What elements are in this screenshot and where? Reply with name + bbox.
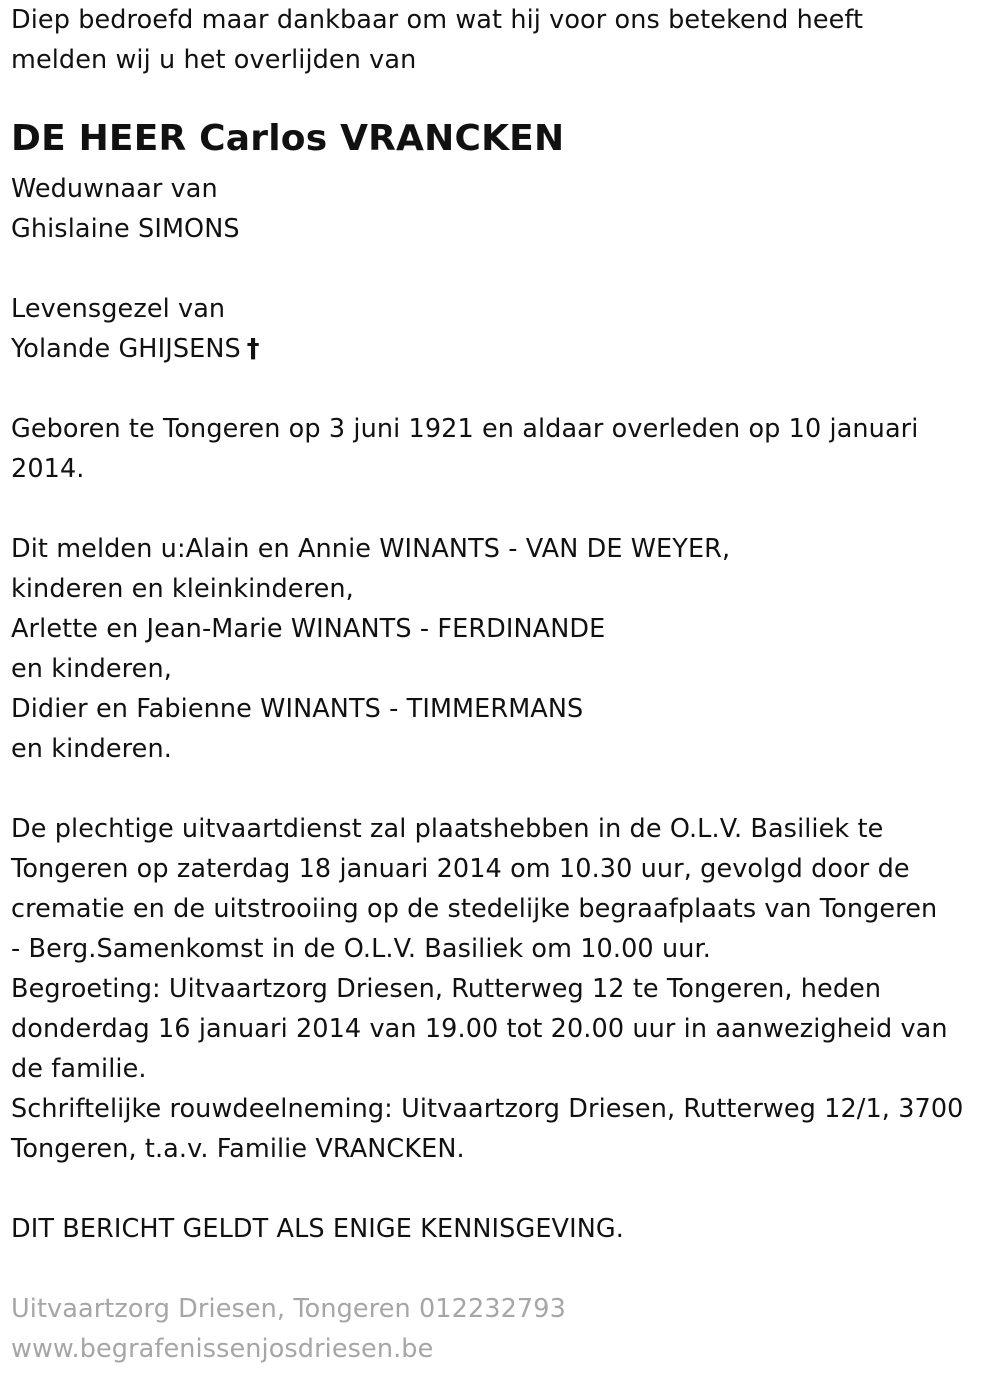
service-line: De plechtige uitvaartdienst zal plaatshebben in de O.L.V. Basiliek te	[11, 814, 884, 844]
partner-line	[11, 329, 996, 369]
service-line: Begroeting: Uitvaartzorg Driesen, Rutterweg 12 te Tongeren, heden	[11, 974, 882, 1004]
widower-label: Weduwnaar van	[11, 174, 218, 204]
spacer	[11, 769, 996, 809]
family-line: en kinderen.	[11, 734, 172, 764]
family-list	[11, 529, 996, 769]
service-line: Schriftelijke rouwdeelneming: Uitvaartzorg Driesen, Rutterweg 12/1, 3700	[11, 1094, 964, 1124]
service-line: de familie.	[11, 1054, 147, 1084]
spacer	[11, 1169, 996, 1209]
spacer	[11, 369, 996, 409]
family-line: Dit melden u:Alain en Annie WINANTS - VAN DE WEYER,	[11, 534, 731, 564]
family-line: Didier en Fabienne WINANTS - TIMMERMANS	[11, 694, 584, 724]
spacer	[11, 489, 996, 529]
family-line: kinderen en kleinkinderen,	[11, 574, 354, 604]
spacer	[11, 249, 996, 289]
service-line: - Berg.Samenkomst in de O.L.V. Basiliek om 10.00 uur.	[11, 934, 711, 964]
footer-contact: Uitvaartzorg Driesen, Tongeren 012232793	[11, 1294, 566, 1324]
obituary-notice	[11, 0, 996, 1369]
spacer	[11, 1249, 996, 1289]
partner-name: Yolande GHIJSENS	[11, 334, 241, 364]
family-line: Arlette en Jean-Marie WINANTS - FERDINANDE	[11, 614, 606, 644]
notice-text: DIT BERICHT GELDT ALS ENIGE KENNISGEVING.	[11, 1214, 624, 1244]
widower-name: Ghislaine SIMONS	[11, 214, 240, 244]
intro-line-2: melden wij u het overlijden van	[11, 45, 417, 75]
service-line: crematie en de uitstrooiing op de stedelijke begraafplaats van Tongeren	[11, 894, 938, 924]
service-line: Tongeren op zaterdag 18 januari 2014 om 10.30 uur, gevolgd door de	[11, 854, 910, 884]
partner-label: Levensgezel van	[11, 294, 226, 324]
intro-line-1: Diep bedroefd maar dankbaar om wat hij voor ons betekend heeft	[11, 5, 864, 35]
family-line: en kinderen,	[11, 654, 172, 684]
birth-death-line-2: 2014.	[11, 454, 85, 484]
footer-website: www.begrafenissenjosdriesen.be	[11, 1334, 434, 1364]
service-line: Tongeren, t.a.v. Familie VRANCKEN.	[11, 1134, 465, 1164]
cross-icon: †	[246, 334, 260, 364]
deceased-name: DE HEER Carlos VRANCKEN	[11, 118, 565, 159]
service-line: donderdag 16 januari 2014 van 19.00 tot 20.00 uur in aanwezigheid van	[11, 1014, 948, 1044]
birth-death-line-1: Geboren te Tongeren op 3 juni 1921 en aldaar overleden op 10 januari	[11, 414, 919, 444]
footer	[11, 1289, 996, 1369]
service-details	[11, 809, 996, 1169]
